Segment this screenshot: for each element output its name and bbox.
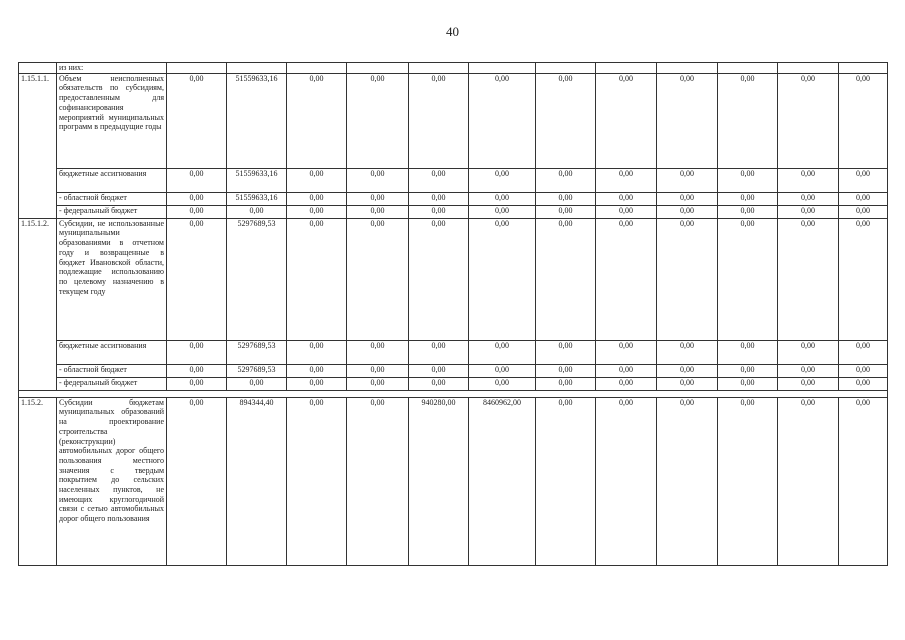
value-cell: 5297689,53	[227, 218, 287, 340]
value-cell: 0,00	[287, 340, 347, 364]
value-cell: 0,00	[227, 205, 287, 218]
table-row	[19, 218, 888, 340]
value-cell: 0,00	[778, 73, 839, 168]
value-cell: 0,00	[347, 205, 409, 218]
value-cell: 0,00	[167, 340, 227, 364]
value-cell: 0,00	[536, 192, 596, 205]
value-cell: 5297689,53	[227, 340, 287, 364]
value-cell: 0,00	[596, 192, 657, 205]
value-cell: 8460962,00	[469, 397, 536, 565]
table-row	[19, 397, 888, 565]
value-cell: 0,00	[839, 364, 888, 377]
value-cell: 0,00	[596, 340, 657, 364]
section-code: 1.15.2.	[19, 397, 57, 565]
table-row	[19, 168, 888, 192]
value-cell: 0,00	[469, 218, 536, 340]
value-cell: 0,00	[778, 397, 839, 565]
value-cell: 0,00	[718, 192, 778, 205]
value-cell: 0,00	[409, 218, 469, 340]
value-cell: 0,00	[287, 364, 347, 377]
value-cell: 0,00	[469, 192, 536, 205]
table-row	[19, 364, 888, 377]
value-cell: 0,00	[778, 192, 839, 205]
value-cell: 0,00	[718, 168, 778, 192]
value-cell: 0,00	[347, 168, 409, 192]
value-cell: 0,00	[657, 73, 718, 168]
value-cell: 0,00	[718, 397, 778, 565]
value-cell: 0,00	[657, 377, 718, 390]
value-cell: 0,00	[409, 73, 469, 168]
value-cell: 0,00	[347, 364, 409, 377]
value-cell: 0,00	[718, 205, 778, 218]
value-cell: 0,00	[469, 340, 536, 364]
value-cell: 0,00	[536, 73, 596, 168]
value-cell: 0,00	[347, 73, 409, 168]
value-cell: 0,00	[839, 218, 888, 340]
code-cell	[19, 63, 57, 74]
value-cell: 0,00	[167, 73, 227, 168]
value-cell: 0,00	[657, 205, 718, 218]
budget-table	[18, 62, 888, 566]
value-cell: 0,00	[778, 218, 839, 340]
row-label: Субсидии, не использованные муниципальными образованиями в отчетном году и возвращенные в бюджет Ивановской области, подлежащие использованию по целевому назначению в текущем году	[57, 218, 167, 340]
value-cell: 0,00	[469, 205, 536, 218]
value-cell: 0,00	[839, 168, 888, 192]
value-cell: 0,00	[536, 218, 596, 340]
row-label: бюджетные ассигнования	[57, 340, 167, 364]
value-cell: 0,00	[167, 364, 227, 377]
value-cell: 0,00	[778, 205, 839, 218]
value-cell: 0,00	[778, 364, 839, 377]
table-row	[19, 377, 888, 390]
value-cell: 0,00	[287, 397, 347, 565]
value-cell: 0,00	[409, 340, 469, 364]
value-cell: 0,00	[718, 340, 778, 364]
value-cell: 0,00	[167, 205, 227, 218]
value-cell: 0,00	[596, 218, 657, 340]
value-cell: 0,00	[167, 168, 227, 192]
value-cell: 51559633,16	[227, 73, 287, 168]
value-cell: 0,00	[718, 364, 778, 377]
header-label: из них:	[57, 63, 167, 74]
value-cell: 0,00	[167, 192, 227, 205]
value-cell: 5297689,53	[227, 364, 287, 377]
value-cell: 0,00	[536, 340, 596, 364]
value-cell: 0,00	[469, 168, 536, 192]
value-cell: 0,00	[536, 205, 596, 218]
value-cell: 0,00	[596, 168, 657, 192]
table-row	[19, 205, 888, 218]
value-cell: 0,00	[227, 377, 287, 390]
value-cell: 0,00	[596, 364, 657, 377]
value-cell: 0,00	[287, 218, 347, 340]
value-cell: 0,00	[778, 340, 839, 364]
value-cell: 0,00	[409, 192, 469, 205]
value-cell: 0,00	[657, 397, 718, 565]
row-label: - федеральный бюджет	[57, 377, 167, 390]
value-cell: 0,00	[409, 364, 469, 377]
section-code: 1.15.1.2.	[19, 218, 57, 390]
value-cell: 0,00	[536, 377, 596, 390]
value-cell: 0,00	[839, 192, 888, 205]
value-cell: 0,00	[596, 73, 657, 168]
value-cell: 0,00	[347, 377, 409, 390]
row-label: - областной бюджет	[57, 364, 167, 377]
value-cell: 0,00	[596, 397, 657, 565]
section-gap	[19, 390, 888, 397]
page-number: 40	[446, 24, 459, 39]
section-code: 1.15.1.1.	[19, 73, 57, 218]
value-cell: 940280,00	[409, 397, 469, 565]
value-cell: 0,00	[347, 397, 409, 565]
row-label: Объем неисполненных обязательств по субсидиям, предоставленным для софинансирования мероприятий муниципальных программ в предыдущие годы	[57, 73, 167, 168]
value-cell: 0,00	[839, 397, 888, 565]
value-cell: 0,00	[778, 168, 839, 192]
value-cell: 0,00	[657, 168, 718, 192]
value-cell: 0,00	[657, 364, 718, 377]
value-cell: 0,00	[287, 168, 347, 192]
value-cell: 0,00	[167, 218, 227, 340]
value-cell: 0,00	[469, 377, 536, 390]
value-cell: 0,00	[287, 377, 347, 390]
value-cell: 0,00	[839, 73, 888, 168]
value-cell: 51559633,16	[227, 192, 287, 205]
table-row	[19, 192, 888, 205]
value-cell: 0,00	[718, 218, 778, 340]
value-cell: 0,00	[469, 73, 536, 168]
header-row	[19, 63, 888, 74]
table-row	[19, 73, 888, 168]
value-cell: 0,00	[718, 73, 778, 168]
value-cell: 0,00	[839, 205, 888, 218]
value-cell: 0,00	[409, 205, 469, 218]
value-cell: 0,00	[596, 377, 657, 390]
value-cell: 0,00	[409, 377, 469, 390]
value-cell: 0,00	[287, 73, 347, 168]
row-label: бюджетные ассигнования	[57, 168, 167, 192]
value-cell: 0,00	[657, 218, 718, 340]
value-cell: 0,00	[347, 340, 409, 364]
value-cell: 0,00	[839, 340, 888, 364]
value-cell: 0,00	[839, 377, 888, 390]
value-cell: 0,00	[536, 168, 596, 192]
value-cell: 0,00	[536, 364, 596, 377]
value-cell: 0,00	[287, 205, 347, 218]
value-cell: 51559633,16	[227, 168, 287, 192]
table-row	[19, 340, 888, 364]
value-cell: 0,00	[469, 364, 536, 377]
value-cell: 0,00	[778, 377, 839, 390]
value-cell: 894344,40	[227, 397, 287, 565]
row-label: - областной бюджет	[57, 192, 167, 205]
value-cell: 0,00	[596, 205, 657, 218]
value-cell: 0,00	[167, 377, 227, 390]
row-label: - федеральный бюджет	[57, 205, 167, 218]
value-cell: 0,00	[718, 377, 778, 390]
value-cell: 0,00	[287, 192, 347, 205]
value-cell: 0,00	[347, 218, 409, 340]
value-cell: 0,00	[409, 168, 469, 192]
value-cell: 0,00	[657, 340, 718, 364]
value-cell: 0,00	[657, 192, 718, 205]
value-cell: 0,00	[167, 397, 227, 565]
value-cell: 0,00	[347, 192, 409, 205]
row-label: Субсидии бюджетам муниципальных образований на проектирование строительства (реконструкции) автомобильных дорог общего пользования местного значения с твердым покрытием до сельских населенных пунктов, не имеющих круглогодичной связи с сетью автомобильных дорог общего пользования	[57, 397, 167, 565]
value-cell: 0,00	[536, 397, 596, 565]
